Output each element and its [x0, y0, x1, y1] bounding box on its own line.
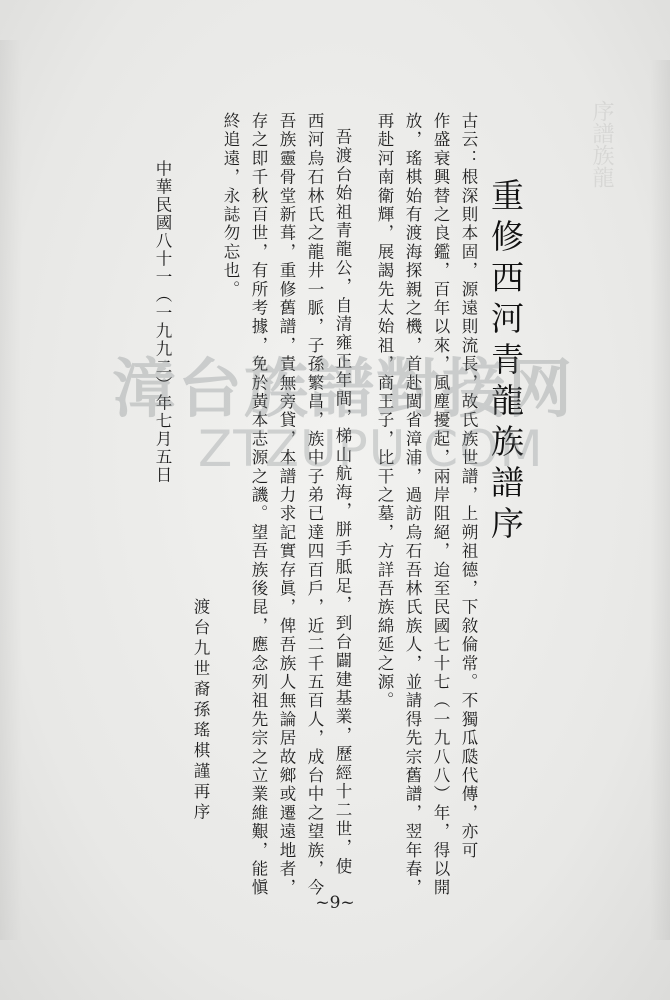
preface-column-9: 終追遠，永誌勿忘也。 [221, 112, 240, 299]
preface-column-3: 放，瑤棋始有渡海探親之機，首赴閩省漳浦，過訪烏石吾林氏族人，並請得先宗舊譜，翌年春， [403, 112, 422, 898]
page-edge-shadow-left [0, 40, 22, 940]
date-line: 中華民國八十一（一九九二）年七月五日 [153, 160, 172, 484]
watermark-url: ZTZUPU.COM [198, 420, 544, 478]
preface-column-2: 作盛衰興替之良鑑，百年以來，風塵擾起，兩岸阻絕，迨至民國七十七（一九八八）年，得以開 [431, 112, 450, 898]
signature: 渡台九世裔孫瑤棋謹再序 [191, 598, 210, 824]
show-through-text: 序譜族龍 [589, 100, 614, 188]
page-number: ~9~ [315, 893, 355, 913]
preface-column-6: 西河烏石林氏之龍井一脈，子孫繁昌，族中子弟已達四百戶，近二千五百人，成台中之望族，今 [305, 112, 324, 898]
preface-title: 重修西河青龍族譜序 [486, 178, 525, 547]
preface-column-1: 古云：根深則本固，源遠則流長，故氏族世譜，上朔祖德，下敘倫常。不獨瓜瓞代傳，亦可 [459, 112, 478, 860]
page-edge-shadow-right [650, 60, 670, 940]
preface-column-5: 吾渡台始祖青龍公，自清雍正年間，梯山航海，胼手胝足，到台闢建基業，歷經十二世，使 [333, 128, 352, 876]
preface-column-8: 存之即千秋百世，有所考據，免於黃本志源之譏。望吾族後昆，應念列祖先宗之立業維艱，能愼 [249, 112, 268, 898]
preface-column-4: 再赴河南衛輝，展謁先太始祖，商王子，比干之墓，方詳吾族綿延之源。 [375, 112, 394, 711]
preface-column-7: 吾族靈骨堂新葺，重修舊譜，責無旁貸，本譜力求記實存眞，俾吾族人無論居故鄉或遷遠地者， [277, 112, 296, 898]
watermark-text: 漳台族譜對接网 [112, 353, 574, 427]
